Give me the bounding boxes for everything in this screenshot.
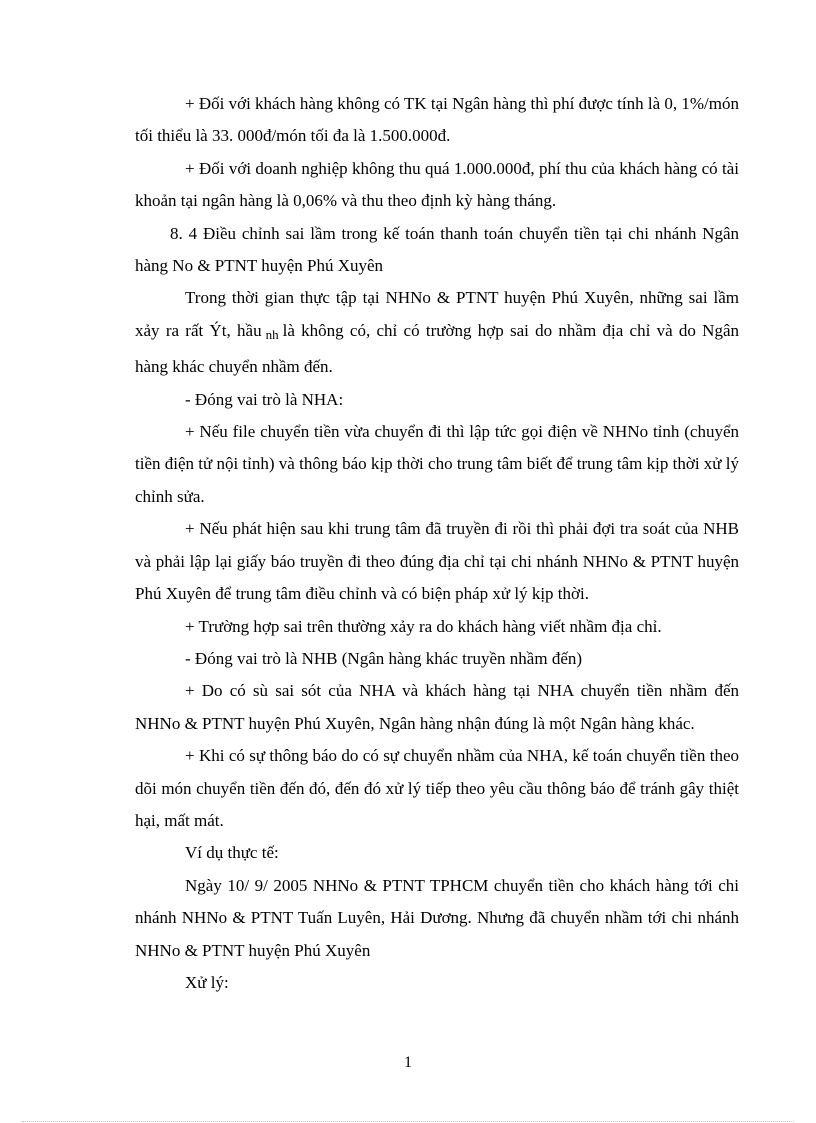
paragraph-role-nhb: - Đóng vai trò là NHB (Ngân hàng khác truyền nhầm đến) [185,648,583,668]
paragraph-example-heading: Ví dụ thực tế: [185,843,279,863]
page-number: 1 [404,1054,412,1071]
section-heading-8-4: 8. 4 Điều chỉnh sai lầm trong kế toán thanh toán chuyển tiền tại chi nhánh Ngân hàng No & PTNT huyện Phú Xuyên [135,223,739,276]
paragraph-role-nha: - Đóng vai trò là NHA: [185,389,344,409]
paragraph-example-detail: Ngày 10/ 9/ 2005 NHNo & PTNT TPHCM chuyển tiền cho khách hàng tới chi nhánh NHNo & PTNT Tuấn Luyên, Hải Dương. Nhưng đã chuyển nhầm tới chi nhánh NHNo & PTNT huyện Phú Xuyên [135,875,739,960]
paragraph-error-cause: + Trường hợp sai trên thường xảy ra do khách hàng viết nhầm địa chỉ. [185,616,662,636]
paragraph-nha-file-sent: + Nếu file chuyển tiền vừa chuyển đi thì lập tức gọi điện về NHNo tỉnh (chuyển tiền điện tử nội tỉnh) và thông báo kịp thời cho trung tâm biết để trung tâm kịp thời xử lý chỉnh sửa. [135,422,739,506]
paragraph-nhb-notification: + Khi có sự thông báo do có sự chuyển nhầm của NHA, kế toán chuyển tiền theo dõi món chuyển tiền đến đó, đến đó xử lý tiếp theo yêu cầu thông báo để tránh gây thiệt hại, mất mát. [135,746,739,830]
paragraph-processing: Xử lý: [185,972,229,992]
paragraph-internship-errors-part2: là không có, chỉ có trường hợp sai do nhầm địa chỉ và do Ngân hàng khác chuyển nhầm đến. [135,320,739,377]
paragraph-internship-errors-part1: Trong thời gian thực tập tại NHNo & PTNT huyện Phú Xuyên, những sai lầm xảy ra rất Ýt, hầu [135,288,739,340]
paragraph-internship-errors [135,282,739,383]
paragraph-nhb-misdirected: + Do có sù sai sót của NHA và khách hàng tại NHA chuyển tiền nhầm đến NHNo & PTNT huyện Phú Xuyên, Ngân hàng nhận đúng là một Ngân hàng khác. [135,681,739,733]
page-bottom-divider [22,1121,794,1122]
paragraph-fee-enterprise: + Đối với doanh nghiệp không thu quá 1.000.000đ, phí thu của khách hàng có tài khoản tại ngân hàng là 0,06% và thu theo định kỳ hàng tháng. [135,158,739,211]
stray-fragment-nh: nh [265,326,279,342]
paragraph-nha-after-transmission: + Nếu phát hiện sau khi trung tâm đã truyền đi rồi thì phải đợi tra soát của NHB và phải lập lại giấy báo truyền đi theo đúng địa chỉ tại chi nhánh NHNo & PTNT huyện Phú Xuyên để trung tâm điều chỉnh và có biện pháp xử lý kịp thời. [135,519,739,604]
paragraph-fee-no-account: + Đối với khách hàng không có TK tại Ngân hàng thì phí được tính là 0, 1%/món tối thiểu là 33. 000đ/món tối đa là 1.500.000đ. [135,94,739,146]
document-body [135,88,739,999]
